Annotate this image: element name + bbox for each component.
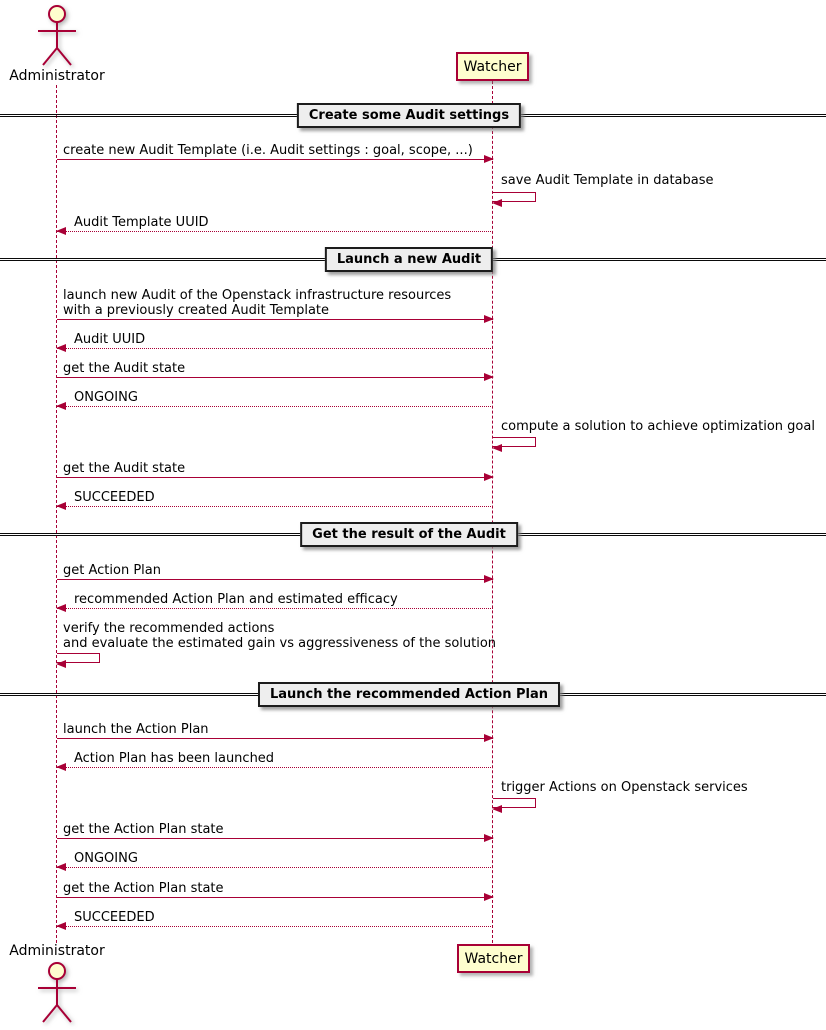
self-message-arrow xyxy=(493,192,536,202)
return-arrow xyxy=(57,767,493,768)
message-label: compute a solution to achieve optimization goal xyxy=(501,419,815,434)
arrowhead-right-icon xyxy=(484,834,494,842)
message-label: Action Plan has been launched xyxy=(74,751,275,766)
arrowhead-left-icon xyxy=(56,660,66,668)
sync-arrow xyxy=(57,159,493,160)
message-label: recommended Action Plan and estimated efficacy xyxy=(74,592,398,607)
arrowhead-left-icon xyxy=(56,604,66,612)
lifeline-administrator xyxy=(56,85,57,943)
message-label: get Action Plan xyxy=(63,563,161,578)
message-label: get the Action Plan state xyxy=(63,881,224,896)
arrowhead-right-icon xyxy=(484,155,494,163)
arrowhead-right-icon xyxy=(484,575,494,583)
return-arrow xyxy=(57,926,493,927)
return-arrow xyxy=(57,348,493,349)
arrowhead-right-icon xyxy=(484,315,494,323)
arrowhead-left-icon xyxy=(56,763,66,771)
arrowhead-left-icon xyxy=(56,502,66,510)
sync-arrow xyxy=(57,738,493,739)
arrowhead-right-icon xyxy=(484,734,494,742)
return-arrow xyxy=(57,506,493,507)
return-arrow xyxy=(57,608,493,609)
message-label: SUCCEEDED xyxy=(74,490,155,505)
arrowhead-right-icon xyxy=(484,373,494,381)
arrowhead-left-icon xyxy=(56,402,66,410)
divider-title: Launch a new Audit xyxy=(325,247,493,272)
message-label: SUCCEEDED xyxy=(74,910,155,925)
administrator-actor-icon xyxy=(27,960,87,1028)
message-label: ONGOING xyxy=(74,851,138,866)
arrowhead-left-icon xyxy=(56,227,66,235)
arrowhead-left-icon xyxy=(56,922,66,930)
participant-watcher-top: Watcher xyxy=(456,52,529,81)
sync-arrow xyxy=(57,377,493,378)
return-arrow xyxy=(57,231,493,232)
arrowhead-right-icon xyxy=(484,473,494,481)
self-message-arrow xyxy=(493,798,536,808)
arrowhead-right-icon xyxy=(484,893,494,901)
sync-arrow xyxy=(57,477,493,478)
message-label: get the Audit state xyxy=(63,361,186,376)
participant-watcher-bottom: Watcher xyxy=(457,944,530,973)
self-message-arrow xyxy=(493,437,536,447)
message-label: save Audit Template in database xyxy=(501,173,714,188)
message-label: ONGOING xyxy=(74,390,138,405)
message-label-line-2: and evaluate the estimated gain vs aggressiveness of the solution xyxy=(63,636,497,651)
sync-arrow xyxy=(57,579,493,580)
message-label: launch the Action Plan xyxy=(63,722,209,737)
actor-label-administrator-top: Administrator xyxy=(9,68,105,84)
lifeline-watcher xyxy=(492,81,493,943)
divider-title: Get the result of the Audit xyxy=(300,522,518,547)
message-label-line-1: launch new Audit of the Openstack infrastructure resources xyxy=(63,288,452,303)
self-message-arrow xyxy=(57,653,100,663)
arrowhead-left-icon xyxy=(56,863,66,871)
message-label: Audit Template UUID xyxy=(74,215,209,230)
divider-title: Create some Audit settings xyxy=(297,103,521,128)
administrator-actor-icon xyxy=(27,2,87,68)
arrowhead-left-icon xyxy=(492,444,502,452)
actor-label-administrator-bottom: Administrator xyxy=(9,943,105,959)
message-label: create new Audit Template (i.e. Audit settings : goal, scope, ...) xyxy=(63,143,473,158)
arrowhead-left-icon xyxy=(56,344,66,352)
arrowhead-left-icon xyxy=(492,805,502,813)
divider-title: Launch the recommended Action Plan xyxy=(258,682,560,707)
return-arrow xyxy=(57,867,493,868)
message-label: Audit UUID xyxy=(74,332,146,347)
sync-arrow xyxy=(57,838,493,839)
message-label-line-2: with a previously created Audit Template xyxy=(63,303,330,318)
arrowhead-left-icon xyxy=(492,199,502,207)
message-label: trigger Actions on Openstack services xyxy=(501,780,748,795)
message-label-line-1: verify the recommended actions xyxy=(63,621,275,636)
sync-arrow xyxy=(57,319,493,320)
sync-arrow xyxy=(57,897,493,898)
return-arrow xyxy=(57,406,493,407)
message-label: get the Action Plan state xyxy=(63,822,224,837)
message-label: get the Audit state xyxy=(63,461,186,476)
